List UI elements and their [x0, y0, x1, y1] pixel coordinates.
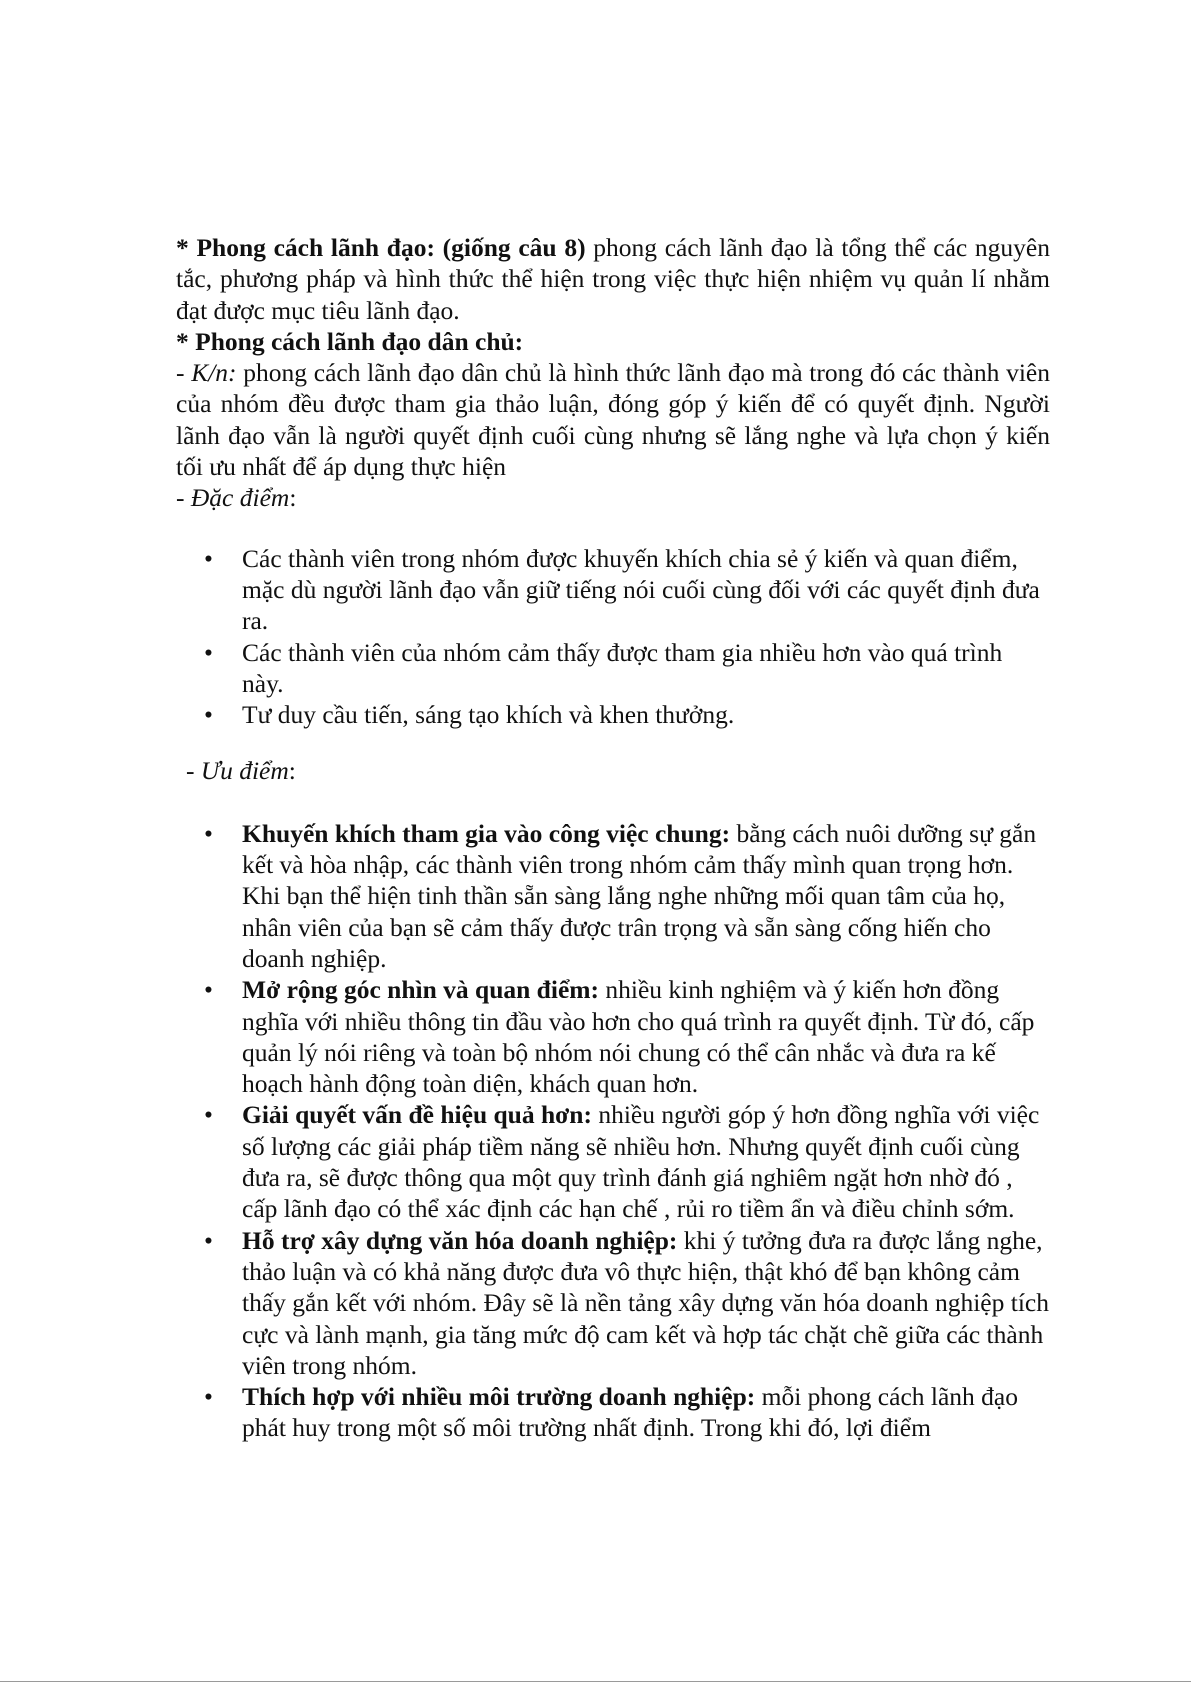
adv-colon: :	[288, 756, 296, 786]
advantage-title: Thích hợp với nhiều môi trường doanh nghiệp:	[242, 1382, 756, 1412]
leadership-style-text: phong cách lãnh đạo là tổng thể các nguyên tắc, phương pháp và hình thức thể hiện trong việc thực hiện nhiệm vụ quản lí nhằm đạt được mục tiêu lãnh đạo.	[176, 233, 1050, 325]
bullet-icon: •	[204, 1382, 213, 1412]
kn-label: K/n:	[191, 358, 237, 388]
feature-text: Các thành viên trong nhóm được khuyến khích chia sẻ ý kiến và quan điểm, mặc dù người lãnh đạo vẫn giữ tiếng nói cuối cùng đối với các quyết định đưa ra.	[242, 543, 1040, 636]
advantage-title: Hỗ trợ xây dựng văn hóa doanh nghiệp:	[242, 1225, 678, 1255]
advantage-title: Khuyến khích tham gia vào công việc chung:	[242, 818, 731, 848]
list-item	[176, 1381, 1050, 1444]
bullet-icon: •	[204, 818, 213, 848]
page-bottom-divider	[0, 1681, 1191, 1682]
list-item	[176, 1099, 1050, 1224]
kn-text: phong cách lãnh đạo dân chủ là hình thức lãnh đạo mà trong đó các thành viên của nhóm đều được tham gia thảo luận, đóng góp ý kiến để có quyết định. Người lãnh đạo vẫn là người quyết định cuối cùng nhưng sẽ lắng nghe và lựa chọn ý kiến tối ưu nhất để áp dụng thực hiện	[176, 358, 1050, 482]
dd-colon: :	[289, 483, 297, 513]
features-heading	[176, 482, 1050, 513]
document-body	[176, 232, 1050, 1444]
feature-text: Các thành viên của nhóm cảm thấy được tham gia nhiều hơn vào quá trình này.	[242, 637, 1003, 698]
advantages-heading	[186, 755, 1050, 786]
dd-label: Đặc điểm	[190, 483, 290, 513]
bullet-icon: •	[204, 1100, 213, 1130]
advantages-list	[176, 818, 1050, 1444]
advantage-text: bằng cách nuôi dưỡng sự gắn kết và hòa nhập, các thành viên trong nhóm cảm thấy mình quan trọng hơn. Khi bạn thể hiện tinh thần sẵn sàng lắng nghe những mối quan tâm của họ, nhân viên của bạn sẽ cảm thấy được trân trọng và sẵn sàng cống hiến cho doanh nghiệp.	[242, 818, 1037, 973]
advantage-text: nhiều kinh nghiệm và ý kiến hơn đồng nghĩa với nhiều thông tin đầu vào hơn cho quá trình ra quyết định. Từ đó, cấp quản lý nói riêng và toàn bộ nhóm nói chung có thể cân nhắc và đưa ra kế hoạch hành động toàn diện, khách quan hơn.	[242, 975, 1035, 1099]
bullet-icon: •	[204, 700, 213, 730]
democratic-style-heading-line	[176, 326, 1050, 357]
advantage-title: Mở rộng góc nhìn và quan điểm:	[242, 975, 599, 1005]
democratic-definition	[176, 357, 1050, 482]
advantage-text: khi ý tưởng đưa ra được lắng nghe, thảo luận và có khả năng được đưa vô thực hiện, thật khó để bạn không cảm thấy gắn kết với nhóm. Đây sẽ là nền tảng xây dựng văn hóa doanh nghiệp tích cực và lành mạnh, gia tăng mức độ cam kết và hợp tác chặt chẽ giữa các thành viên trong nhóm.	[242, 1225, 1049, 1380]
list-item	[176, 1225, 1050, 1381]
features-list	[176, 543, 1050, 731]
adv-label: Ưu điểm	[200, 756, 289, 786]
bullet-icon: •	[204, 543, 213, 573]
list-item	[176, 543, 1050, 637]
bullet-icon: •	[204, 975, 213, 1005]
list-item	[176, 699, 1050, 730]
dd-prefix: -	[176, 483, 191, 513]
leadership-style-heading: * Phong cách lãnh đạo: (giống câu 8)	[176, 233, 586, 262]
list-item	[176, 818, 1050, 974]
advantage-title: Giải quyết vấn đề hiệu quả hơn:	[242, 1100, 592, 1130]
bullet-icon: •	[204, 1225, 213, 1255]
feature-text: Tư duy cầu tiến, sáng tạo khích và khen thưởng.	[242, 700, 735, 730]
democratic-style-heading: * Phong cách lãnh đạo dân chủ:	[176, 326, 524, 356]
bullet-icon: •	[204, 637, 213, 667]
list-item	[176, 637, 1050, 700]
advantage-text: nhiều người góp ý hơn đồng nghĩa với việc số lượng các giải pháp tiềm năng sẽ nhiều hơn. Nhưng quyết định cuối cùng đưa ra, sẽ được thông qua một quy trình đánh giá nghiêm ngặt hơn nhờ đó , cấp lãnh đạo có thể xác định các hạn chế , rủi ro tiềm ẩn và điều chỉnh sớm.	[242, 1100, 1040, 1224]
kn-prefix: -	[176, 358, 192, 388]
leadership-style-definition	[176, 232, 1050, 326]
advantage-text: mỗi phong cách lãnh đạo phát huy trong một số môi trường nhất định. Trong khi đó, lợi điểm	[242, 1382, 1018, 1443]
list-item	[176, 974, 1050, 1099]
adv-prefix: -	[186, 756, 201, 786]
